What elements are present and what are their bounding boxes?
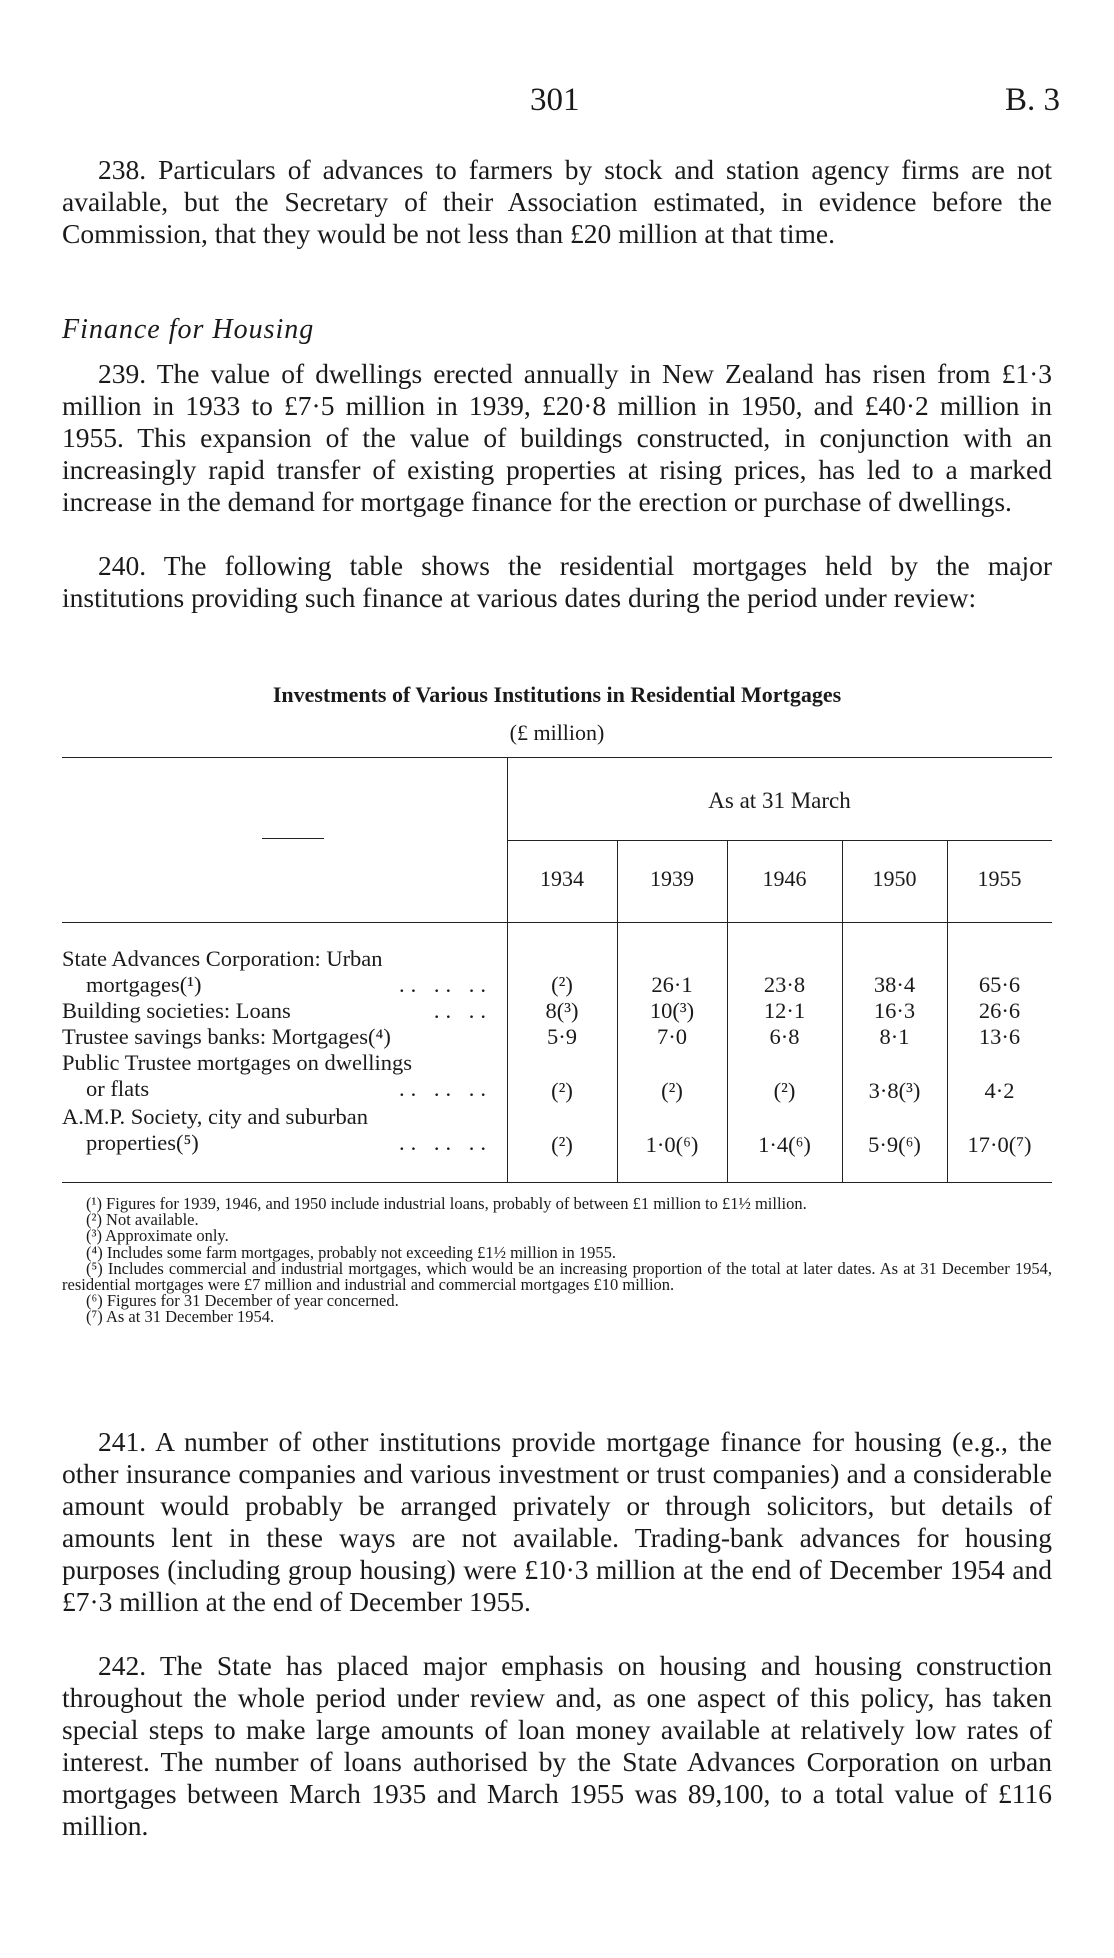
document-reference: B. 3: [1004, 82, 1060, 118]
row-label: A.M.P. Society, city and suburban properties(⁵) .. .. ..: [62, 1104, 492, 1155]
year-header: 1955: [977, 866, 1022, 891]
table-cell: 5·9(⁶): [868, 1132, 921, 1157]
section-heading: Finance for Housing: [62, 314, 315, 345]
table-cell: 6·8: [769, 1024, 800, 1049]
table-bottom-rule: [62, 1182, 1052, 1183]
table-cell: 26·1: [651, 972, 693, 997]
footnote: (¹) Figures for 1939, 1946, and 1950 include industrial loans, probably of between £1 million to £1½ million.: [86, 1194, 807, 1213]
table-cell: 1·4(⁶): [758, 1132, 811, 1157]
table-cell: 4·2: [984, 1078, 1015, 1103]
span-header-rule: [507, 840, 1052, 841]
table-top-rule: [62, 757, 1052, 758]
header-bottom-rule: [62, 922, 1052, 923]
footnote: (⁶) Figures for 31 December of year concerned.: [86, 1291, 399, 1311]
stub-header-dash: [262, 838, 324, 839]
table-cell: 12·1: [763, 998, 806, 1023]
table-cell: 38·4: [873, 972, 916, 997]
column-rule: [507, 757, 508, 1182]
year-header: 1950: [872, 866, 917, 891]
table-cell: (²): [551, 1132, 573, 1157]
paragraph-238: 238. Particulars of advances to farmers by stock and station agency firms are not available, but the Secretary of their Association estimated, in evidence before the Commission, that they would be not less than £20 million at that time.: [62, 154, 1052, 249]
table-cell: 8(³): [545, 998, 579, 1023]
table-cell: 5·9: [547, 1024, 577, 1049]
table-cell: (²): [551, 972, 573, 997]
footnote: (²) Not available.: [86, 1210, 199, 1230]
page-number: 301: [530, 82, 580, 118]
table-cell: 8·1: [879, 1024, 910, 1049]
row-label: Trustee savings banks: Mortgages(⁴): [62, 1024, 391, 1049]
year-header: 1939: [650, 866, 694, 891]
table-cell: 10(³): [649, 998, 695, 1023]
table-cell: 23·8: [763, 972, 806, 997]
table-cell: 7·0: [657, 1024, 687, 1049]
year-header: 1934: [540, 866, 584, 891]
table-unit: (£ million): [509, 720, 605, 745]
row-label: Public Trustee mortgages on dwellings or flats .. .. ..: [62, 1050, 492, 1101]
year-header: 1946: [762, 866, 807, 891]
table-cell: 13·6: [978, 1024, 1021, 1049]
table-cell: 16·3: [873, 998, 916, 1023]
footnote: (⁷) As at 31 December 1954.: [86, 1307, 275, 1327]
page-header: [0, 82, 1114, 122]
footnote: (⁴) Includes some farm mortgages, probably not exceeding £1½ million in 1955.: [86, 1242, 616, 1262]
row-label: State Advances Corporation: Urban mortgages(¹) .. .. ..: [62, 946, 492, 997]
table-cell: (²): [551, 1078, 573, 1103]
table-cell: (²): [661, 1078, 683, 1103]
row-label: Building societies: Loans .. ..: [62, 998, 492, 1023]
paragraph-240: 240. The following table shows the residential mortgages held by the major institutions providing such finance at various dates during the period under review:: [62, 550, 1052, 613]
table-cell: 17·0(⁷): [967, 1132, 1032, 1157]
table-cell: 3·8(³): [868, 1078, 921, 1103]
table-title: Investments of Various Institutions in Residential Mortgages: [272, 682, 842, 707]
table-cell: 26·6: [978, 998, 1021, 1023]
table-cell: 1·0(⁶): [645, 1132, 699, 1157]
footnote: (⁵) Includes commercial and industrial mortgages, which would be an increasing proportion of the total at later dates. As at 31 December 1954, residential mortgages were £7 million and industrial and commercial mortgages £10 million.: [62, 1258, 1052, 1295]
footnote: (³) Approximate only.: [86, 1226, 229, 1246]
table-cell: (²): [773, 1078, 796, 1103]
paragraph-239: 239. The value of dwellings erected annually in New Zealand has risen from £1·3 million in 1933 to £7·5 million in 1939, £20·8 million in 1950, and £40·2 million in 1955. This expansion of the value of buildings constructed, in conjunction with an increasingly rapid transfer of existing properties at rising prices, has led to a marked increase in the demand for mortgage finance for the erection or purchase of dwellings.: [62, 358, 1052, 517]
span-header: As at 31 March: [708, 788, 851, 813]
table-cell: 65·6: [978, 972, 1021, 997]
paragraph-241: 241. A number of other institutions provide mortgage finance for housing (e.g., the other insurance companies and various investment or trust companies) and a considerable amount would probably be arranged privately or through solicitors, but details of amounts lent in these ways are not available. Trading-bank advances for housing purposes (including group housing) were £10·3 million at the end of December 1954 and £7·3 million at the end of December 1955.: [62, 1426, 1052, 1617]
paragraph-242: 242. The State has placed major emphasis on housing and housing construction throughout the whole period under review and, as one aspect of this policy, has taken special steps to make large amounts of loan money available at relatively low rates of interest. The number of loans authorised by the State Advances Corporation on urban mortgages between March 1935 and March 1955 was 89,100, to a total value of £116 million.: [62, 1650, 1052, 1841]
footnotes: [62, 1196, 1052, 1326]
